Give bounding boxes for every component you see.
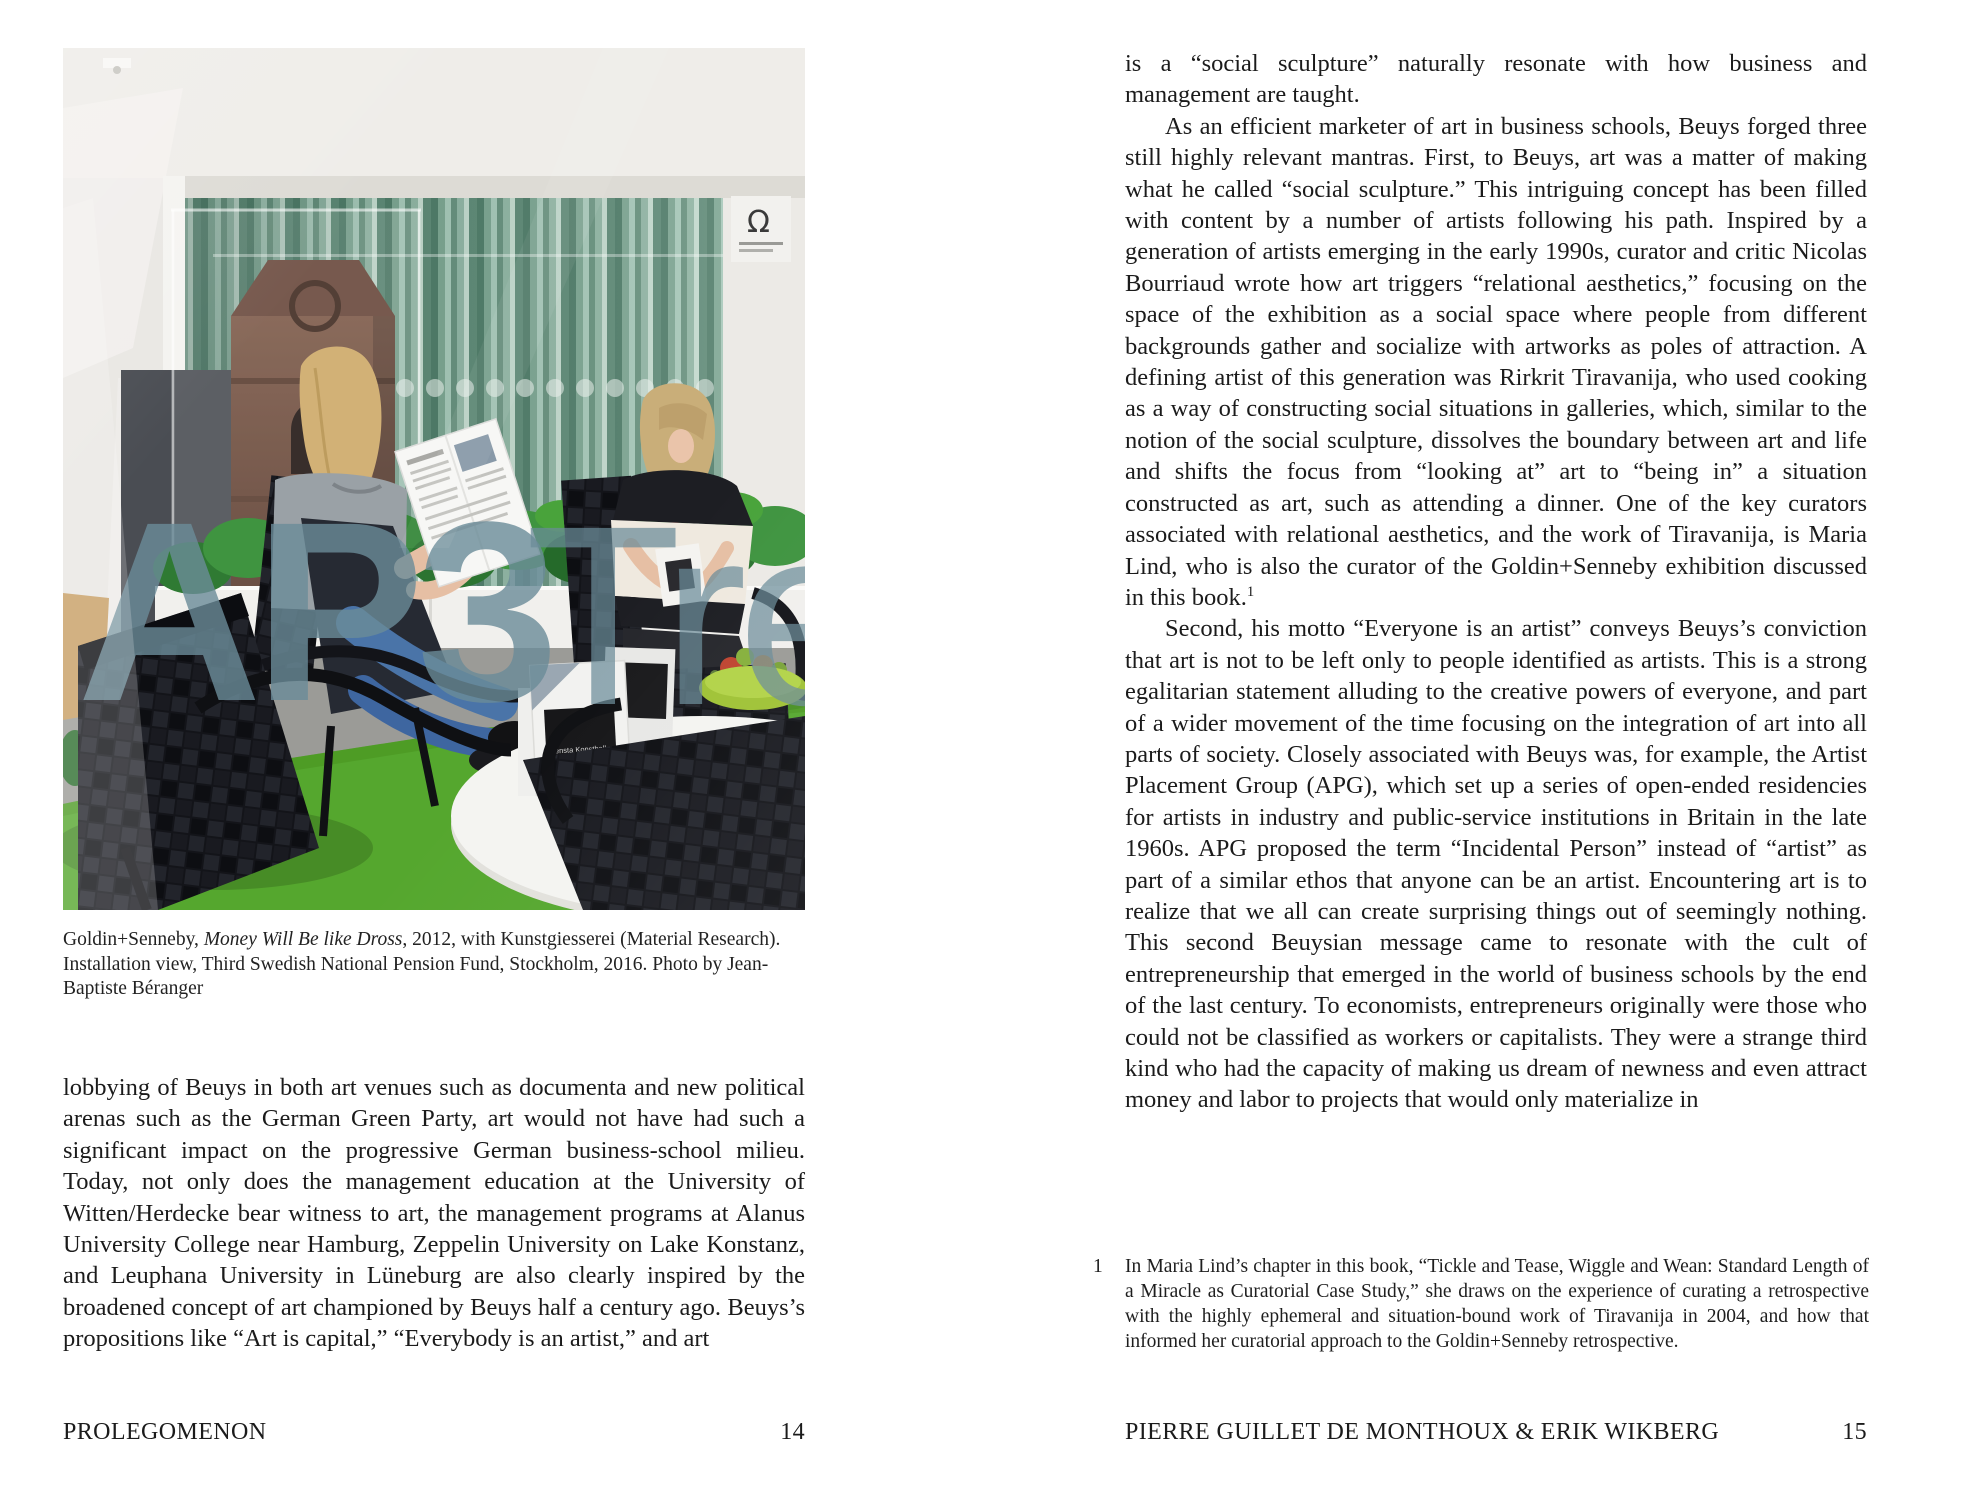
left-page-footer: [63, 1419, 805, 1446]
left-page-body: [63, 1072, 805, 1355]
body-paragraph-text: As an efficient marketer of art in business schools, Beuys forged three still highly relevant mantras. First, to Beuys, art was a matter of making what he called “social sculpture.” This intriguing concept has been filled with content by a number of artists following his path. Inspired by a generation of artists emerging in the early 1990s, curator and critic Nicolas Bourriaud wrote how art triggers “relational aesthetics,” focusing on the space of the exhibition as a social space where people from different backgrounds gather and socialize with artworks as poles of attraction. A defining artist of this generation was Rirkrit Tiravanija, who used cooking as a way of constructing social situations in galleries, which, similar to the notion of the social sculpture, dissolves the boundary between art and life and shifts the focus from “looking at” art to “being in” a situation constructed as art, such as attending a dinner. One of the key curators associated with relational aesthetics, and the work of Tiravanija, is Maria Lind, who is also the curator of the Goldin+Senneby exhibition discussed in this book.: [1125, 112, 1867, 611]
footnote-text: In Maria Lind’s chapter in this book, “Tickle and Tease, Wiggle and Wean: Standard Length of a Miracle as Curatorial Case Study,” she draws on the experience of curating a retrospective with the highly ephemeral and situation-bound work of Tiravanija in 2004, and how that informed her curatorial approach to the Goldin+Senneby retrospective.: [1125, 1256, 1869, 1352]
photo-caption: [63, 928, 805, 1002]
right-page-footer: [1125, 1419, 1867, 1446]
page-number: 14: [780, 1419, 805, 1445]
body-paragraph: [1125, 48, 1867, 111]
body-paragraph-text: Second, his motto “Everyone is an artist” conveys Beuys’s conviction that art is not to be left only to people identified as artists. This is a strong egalitarian statement alluding to the creative powers of everyone, and part of a wider movement of the time focusing on the integration of art into all parts of society. Closely associated with Beuys was, for example, the Artist Placement Group (APG), which set up a series of open-ended residencies for artists in industry and public-service institutions in Britain in the late 1960s. APG proposed the term “Incidental Person” instead of “artist” as part of a similar ethos that anyone can be an artist. Encountering art is to realize that we all can create surprising things out of seemingly nothing. This second Beuysian message came to resonate with the cult of entrepreneurship that emerged in the world of business schools by the end of the last century. To economists, entrepreneurs originally were those who could not be classified as workers or capitalists. They were a strange third kind who had the capacity of making us dream of newness and even attract money and labor to projects that would only materialize in: [1125, 615, 1867, 1114]
body-paragraph-text: is a “social sculpture” naturally resonate with how business and management are taught.: [1125, 50, 1867, 109]
footnote: [1093, 1254, 1869, 1354]
caption-artist: Goldin+Senneby,: [63, 929, 204, 950]
body-paragraph: [1125, 111, 1867, 614]
footnote-number: 1: [1093, 1256, 1103, 1277]
running-head: PIERRE GUILLET DE MONTHOUX & ERIK WIKBERG: [1125, 1419, 1720, 1445]
installation-photo-figure: [63, 48, 805, 999]
installation-photo: [63, 48, 805, 910]
running-head: PROLEGOMENON: [63, 1419, 267, 1445]
body-paragraph: [1125, 613, 1867, 1116]
caption-details: , 2012, with Kunstgiesserei (Material Research). Installation view, Third Swedish National Pension Fund, Stockholm, 2016. Photo by Jean-Baptiste Béranger: [63, 929, 781, 999]
caption-work-title: Money Will Be like Dross: [203, 929, 403, 950]
body-paragraph-text: lobbying of Beuys in both art venues such as documenta and new political arenas such as the German Green Party, art would not have had such a significant impact on the progressive German business-school milieu. Today, not only does the management education at the University of Witten/Herdecke bear witness to art, the management programs at Alanus University College near Hamburg, Zeppelin University on Lake Konstanz, and Leuphana University in Lüneburg are also clearly inspired by the broadened concept of art championed by Beuys half a century ago. Beuys’s propositions like “Art is capital,” “Everybody is an artist,” and art: [63, 1074, 805, 1353]
glass-reflections: [63, 48, 805, 910]
page-right: [987, 0, 1974, 1500]
page-number: 15: [1842, 1419, 1867, 1445]
right-page-body: [1125, 48, 1867, 1116]
footnote-reference: 1: [1246, 583, 1255, 600]
body-paragraph: [63, 1072, 805, 1355]
